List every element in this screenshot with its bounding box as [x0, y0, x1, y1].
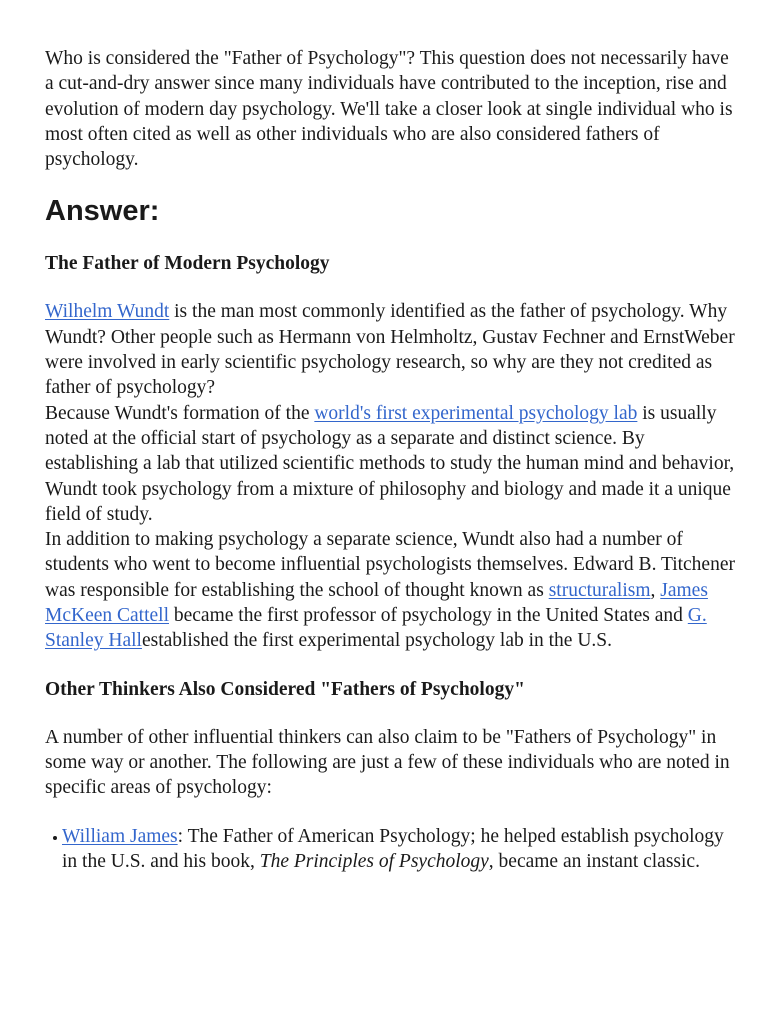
- list-item: [62, 824, 735, 875]
- wundt-paragraph-text: is the man most commonly identified as the father of psychology. Why Wundt? Other people such as Hermann von Helmholtz, Gustav Fechner and ErnstWeber were involved in early scientific psychology research, so why are they not credited as father of psychology?: [45, 301, 735, 399]
- section-heading-other-thinkers: Other Thinkers Also Considered "Fathers of Psychology": [45, 678, 525, 700]
- book-title: The Principles of Psychology: [259, 850, 489, 872]
- lab-paragraph-after: is usually noted at the official start of psychology as a separate and distinct science. By establishing a lab that utilized scientific methods to study the human mind and behavior, Wundt took psychology from a mixture of philosophy and biology and made it a unique field of study.: [45, 402, 735, 525]
- link-g-stanley-hall[interactable]: G. Stanley Hall: [45, 605, 707, 652]
- lab-paragraph-before: Because Wundt's formation of the: [45, 402, 315, 424]
- link-james-mckeen-cattell[interactable]: James McKeen Cattell: [45, 579, 708, 627]
- link-william-james[interactable]: William James: [62, 825, 178, 847]
- students-paragraph: [45, 527, 735, 653]
- wundt-paragraph: [45, 299, 735, 400]
- list-item-text-after: , became an instant classic.: [488, 850, 700, 872]
- other-thinkers-paragraph: A number of other influential thinkers can also claim to be "Fathers of Psychology" in some way or another. The following are just a few of these individuals who are noted in specific areas of psychology:: [45, 726, 730, 799]
- article-body: [45, 46, 735, 874]
- link-structuralism[interactable]: structuralism: [548, 579, 651, 601]
- list-item-text-before: : The Father of American Psychology; he helped establish psychology in the U.S. and his book,: [62, 825, 724, 872]
- section-heading-modern: The Father of Modern Psychology: [45, 253, 330, 275]
- lab-paragraph: [45, 401, 735, 527]
- answer-heading: Answer:: [45, 195, 160, 228]
- link-first-psychology-lab[interactable]: world's first experimental psychology lab: [314, 402, 638, 424]
- link-wilhelm-wundt[interactable]: Wilhelm Wundt: [45, 301, 170, 323]
- students-paragraph-middle: became the first professor of psychology in the United States and: [169, 605, 688, 627]
- thinkers-list: [45, 824, 735, 875]
- intro-paragraph: Who is considered the "Father of Psychology"? This question does not necessarily have a cut-and-dry answer since many individuals have contributed to the inception, rise and evolution of modern day psychology. We'll take a closer look at single individual who is most often cited as well as other individuals who are also considered fathers of psychology.: [45, 48, 733, 171]
- students-paragraph-sep: ,: [650, 579, 661, 601]
- students-paragraph-before: In addition to making psychology a separate science, Wundt also had a number of students who went to become influential psychologists themselves. Edward B. Titchener was responsible for establishing the school of thought known as: [45, 529, 735, 601]
- students-paragraph-after: established the first experimental psychology lab in the U.S.: [141, 630, 613, 652]
